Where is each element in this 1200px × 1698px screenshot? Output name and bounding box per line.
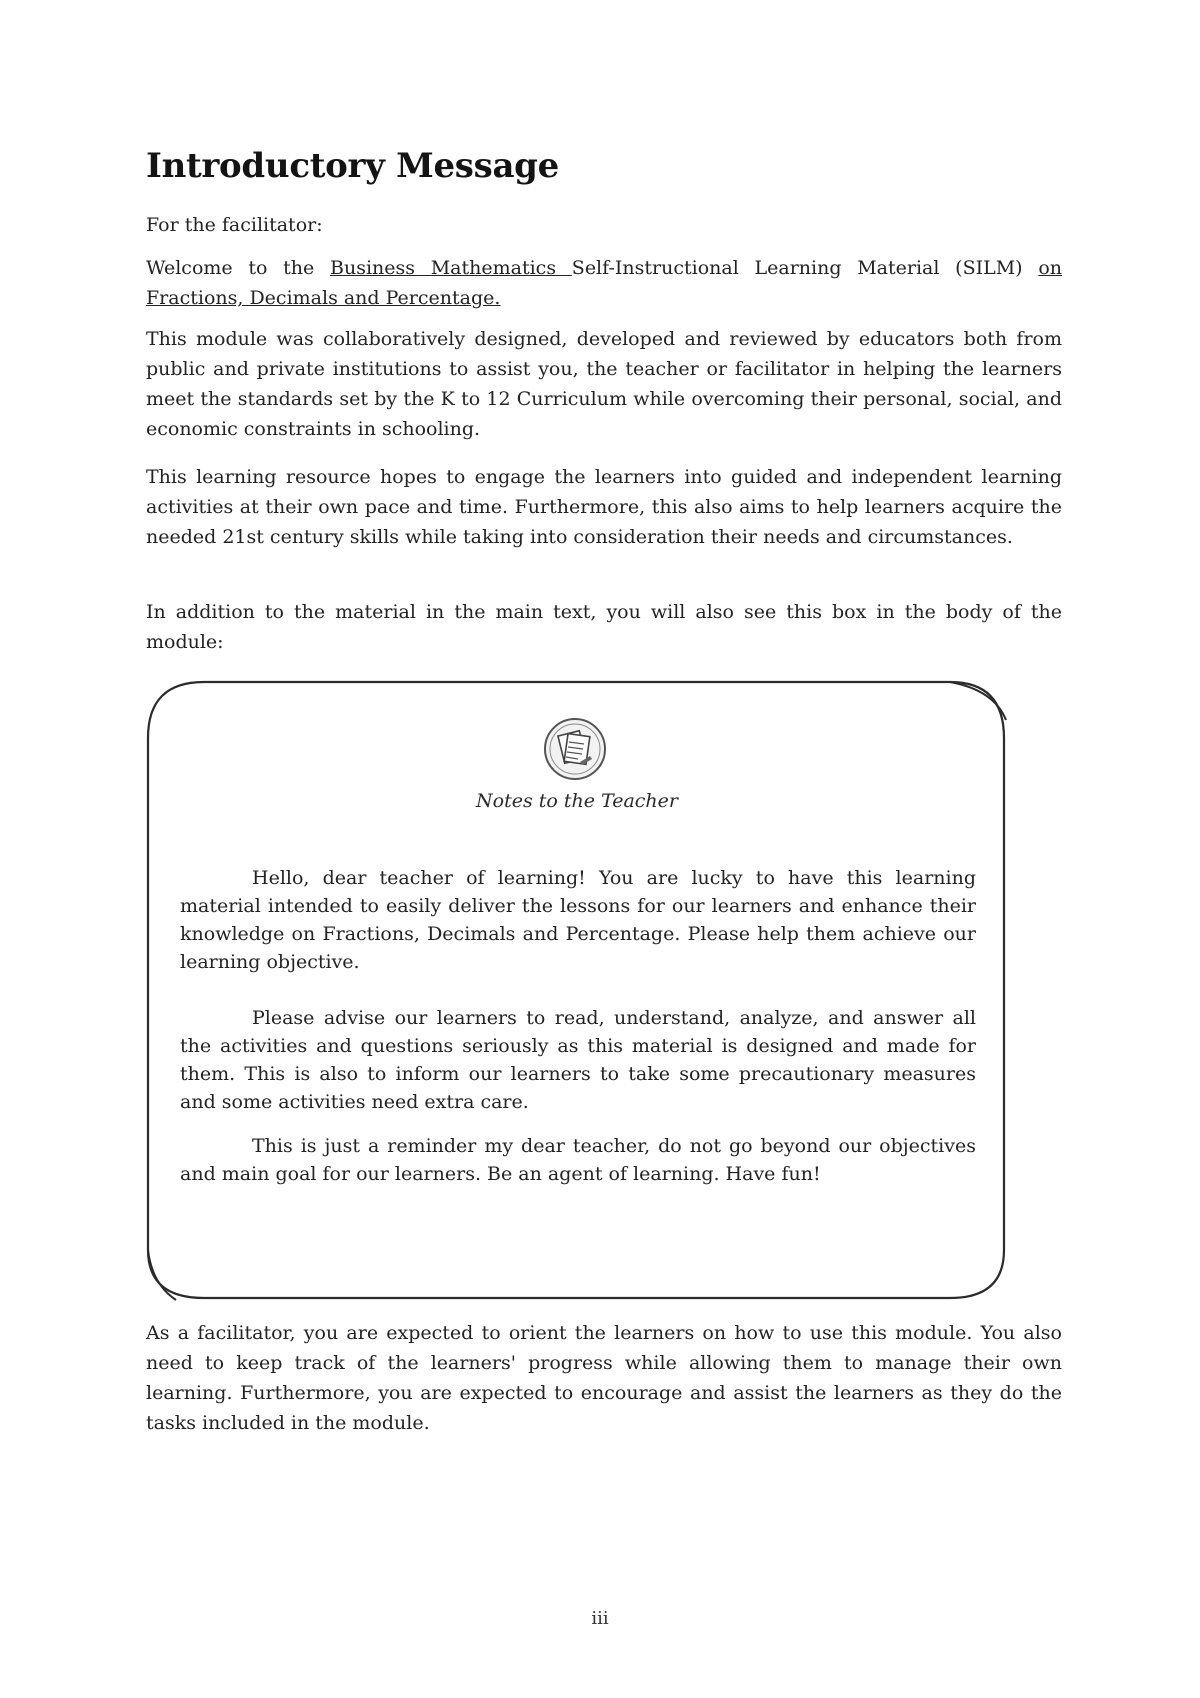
topic-underlined: on Fractions, Decimals and Percentage. [146,257,1062,309]
page-title: Introductory Message [146,146,559,186]
welcome-middle: Self-Instructional Learning Material (SILM) [571,257,1023,279]
resource-hopes-paragraph: This learning resource hopes to engage the learners into guided and independent learning activities at their own pace and time. Furthermore, this also aims to help learners acquire the needed 21st century skills while taking into consideration their needs and circumstances. [146,466,1062,548]
notes-paragraph: This is just a reminder my dear teacher, do not go beyond our objectives and main goal for our learners. Be an agent of learning. Have fun! [180,1135,976,1185]
module-design-paragraph: This module was collaboratively designed, developed and reviewed by educators both from public and private institutions to assist you, the teacher or facilitator in helping the learners meet the standards set by the K to 12 Curriculum while overcoming their personal, social, and economic constraints in schooling. [146,328,1062,440]
for-facilitator-label: For the facilitator: [146,214,323,236]
subject-underlined: Business Mathematics [330,257,572,279]
notes-paragraph: Please advise our learners to read, understand, analyze, and answer all the activities and questions seriously as this material is designed and made for them. This is also to inform our learners to take some precautionary measures and some activities need extra care. [180,1007,976,1113]
notes-paragraph: Hello, dear teacher of learning! You are lucky to have this learning material intended to easily deliver the lessons for our learners and enhance their knowledge on Fractions, Decimals and Percentage. Please help them achieve our learning objective. [180,867,976,973]
page-number: iii [591,1608,609,1629]
box-intro-paragraph: In addition to the material in the main text, you will also see this box in the body of the module: [146,601,1062,653]
welcome-prefix: Welcome to the [146,257,330,279]
notes-paper-icon [542,716,608,782]
notes-to-teacher-box [146,680,1008,1302]
notes-box-title: Notes to the Teacher [476,790,678,812]
welcome-paragraph [146,253,1062,313]
facilitator-role-paragraph: As a facilitator, you are expected to orient the learners on how to use this module. You also need to keep track of the learners' progress while allowing them to manage their own learning. Furthermore, you are expected to encourage and assist the learners as they do the tasks included in the module. [146,1322,1062,1434]
